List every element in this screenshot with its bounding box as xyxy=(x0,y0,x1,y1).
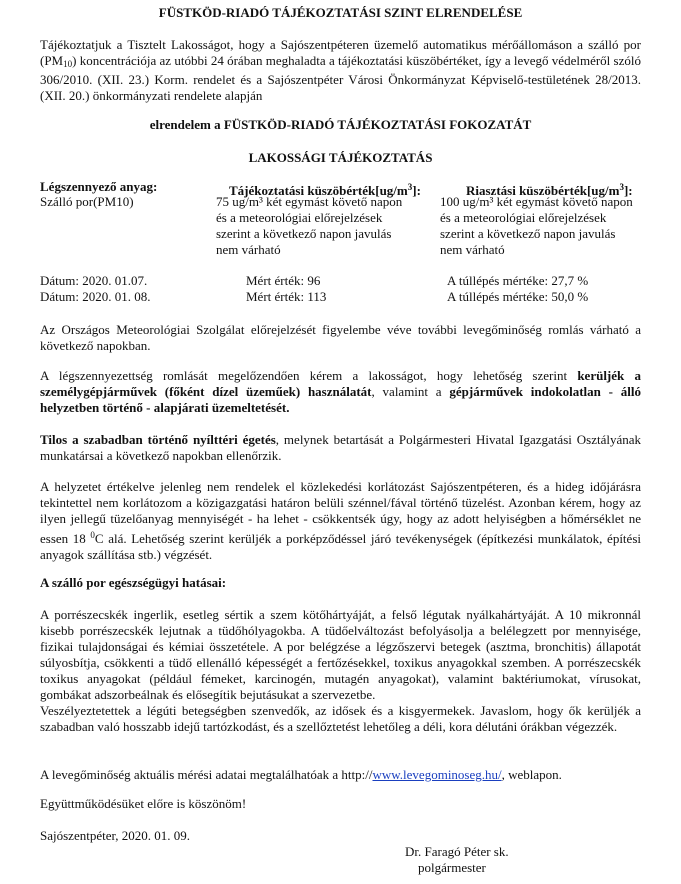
info-threshold-line: és a meteorológiai előrejelzések xyxy=(216,210,383,225)
info-threshold-header-sup: 3 xyxy=(407,182,413,192)
measurement-date: Dátum: 2020. 01. 08. xyxy=(40,289,151,304)
heating-paragraph xyxy=(40,479,641,563)
request-paragraph xyxy=(40,368,641,416)
info-threshold-line: 75 ug/m³ két egymást követő napon xyxy=(216,194,403,209)
health-paragraph: A porrészecskék ingerlik, esetleg sértik a szem kötőhártyáját, a felső légutak nyálkahártyáját. A 10 mikronnál kisebb porrészecskék lejutnak a tüdőhólyagokba. A tüdőelváltozást befolyásolja a belélegzett por mennyisége, fizikai tulajdonságai és kémiai összetétele. A por belégzése a légzőszervi betegek (asztma, bronchitis) állapotát súlyosbítja, csökkenti a tüdő ellenálló képességét a fertőzésekkel, toxikus anyagokkal szemben. A porrészecskék toxikus anyagokat (például fémeket, karcinogén, mutagén anyagokat), valamint baktériumokat, vírusokat, gombákat adszorbeálnak és elősegítik bejutásukat a szervezetbe. xyxy=(40,607,641,702)
health-heading: A szálló por egészségügyi hatásai: xyxy=(40,575,227,590)
signatory-role: polgármester xyxy=(418,860,486,875)
info-threshold-line: szerint a következő napon javulás xyxy=(216,226,392,241)
website-text: A levegőminőség aktuális mérési adatai megtalálhatóak a http:// xyxy=(40,767,373,782)
risk-groups-paragraph: Veszélyeztetettek a légúti betegségben szenvedők, az idősek és a kisgyermekek. Javaslom, hogy ők kerüljék a szabadban való hosszabb idejű tartózkodást, és a szellőztetést lehetőleg a déli, kora délutáni órákban végezzék. xyxy=(40,703,641,734)
degree-superscript: 0 xyxy=(90,530,95,540)
intro-paragraph xyxy=(40,37,641,104)
ban-paragraph xyxy=(40,432,641,464)
request-idling: gépjárművek indokolatlan - álló helyzetben történő - alapjárati üzemeltetését. xyxy=(40,384,641,415)
request-avoid-cars: kerüljék a személygépjárművek (főként dízel üzeműek) használatát xyxy=(40,368,641,399)
intro-text-end: ) koncentrációja az utóbbi 24 órában meghaladta a tájékoztatási küszöbértéket, így a levegő védelméről szóló 306/2010. (XII. 23.) Korm. rendelet és a Sajószentpéter Városi Önkormányzat Képviselő-testületének 28/2013. (XII. 20.) önkormányzati rendelete alapján xyxy=(40,53,641,103)
heating-text: A helyzetet értékelve jelenleg nem rendelek el közlekedési korlátozást Sajószentpéteren, és a hideg időjárásra tekintettel nem korlátozom a közigazgatási határon belüli szénnel/fával történő tüzelést. Azonban kérem, hogy az ilyen jellegű tüzelőanyag mennyiségét - ha lehet - csökkentsék úgy, hogy az adott helyiségben a hőmérséklet ne essen 18 xyxy=(40,479,641,546)
website-link[interactable]: www.levegominoseg.hu/ xyxy=(372,767,502,782)
open-burning-ban: Tilos a szabadban történő nyílttéri égetés xyxy=(40,432,276,447)
signatory-name: Dr. Faragó Péter sk. xyxy=(405,844,509,859)
request-text-mid: , valamint a xyxy=(371,384,450,399)
website-text-end: , weblapon. xyxy=(501,767,562,782)
heating-text-end: C alá. Lehetőség szerint kerüljék a porképződéssel járó tevékenységek (építkezési munkálatok, építési anyagok szállítása stb.) végzését. xyxy=(40,531,641,562)
alert-threshold-header-sup: 3 xyxy=(619,182,624,192)
measurement-value: Mért érték: 96 xyxy=(246,273,321,288)
public-info-heading: LAKOSSÁGI TÁJÉKOZTATÁS xyxy=(248,150,433,165)
order-level: FÜSTKÖD-RIADÓ TÁJÉKOZTATÁSI FOKOZATÁT xyxy=(223,117,532,132)
ban-text: , melynek betartását a Polgármesteri Hivatal Igazgatási Osztályának munkatársai a következő napokban ellenőrzik. xyxy=(40,432,642,463)
info-threshold-header-end: ]: xyxy=(412,183,421,198)
alert-threshold-line: nem várható xyxy=(440,242,505,257)
intro-subscript: 10 xyxy=(63,59,73,69)
order-lead: elrendelem a xyxy=(149,117,224,132)
alert-threshold-header-end: ]: xyxy=(623,183,633,198)
info-threshold-line: nem várható xyxy=(216,242,281,257)
intro-text: Tájékoztatjuk a Tisztelt Lakosságot, hogy a Sajószentpéteren üzemelő automatikus mérőállomáson a szálló por (PM xyxy=(40,37,641,68)
measurement-value: Mért érték: 113 xyxy=(246,289,327,304)
website-paragraph xyxy=(40,767,641,783)
pollutant-value: Szálló por(PM10) xyxy=(40,194,134,209)
thanks-line: Együttműködésüket előre is köszönöm! xyxy=(40,796,247,811)
alert-threshold-line: és a meteorológiai előrejelzések xyxy=(440,210,607,225)
alert-threshold-line: 100 ug/m³ két egymást követő napon xyxy=(440,194,633,209)
measurement-exceedance: A túllépés mértéke: 27,7 % xyxy=(447,273,589,288)
request-text: A légszennyezettség romlását megelőzendően kérem a lakosságot, hogy lehetőség szerint xyxy=(40,368,578,383)
document-title: FÜSTKÖD-RIADÓ TÁJÉKOZTATÁSI SZINT ELRENDELÉSE xyxy=(158,5,523,20)
pollutant-header: Légszennyező anyag: xyxy=(40,179,158,194)
alert-threshold-header-text: Riasztási küszöbérték[ug/m xyxy=(466,183,620,198)
info-threshold-header-text: Tájékoztatási küszöbérték[ug/m xyxy=(229,183,408,198)
forecast-paragraph: Az Országos Meteorológiai Szolgálat előrejelzését figyelembe véve további levegőminőség romlás várható a következő napokban. xyxy=(40,322,641,353)
place-date: Sajószentpéter, 2020. 01. 09. xyxy=(40,828,191,843)
alert-threshold-line: szerint a következő napon javulás xyxy=(440,226,616,241)
measurement-exceedance: A túllépés mértéke: 50,0 % xyxy=(447,289,589,304)
measurement-date: Dátum: 2020. 01.07. xyxy=(40,273,148,288)
order-line xyxy=(40,117,641,133)
